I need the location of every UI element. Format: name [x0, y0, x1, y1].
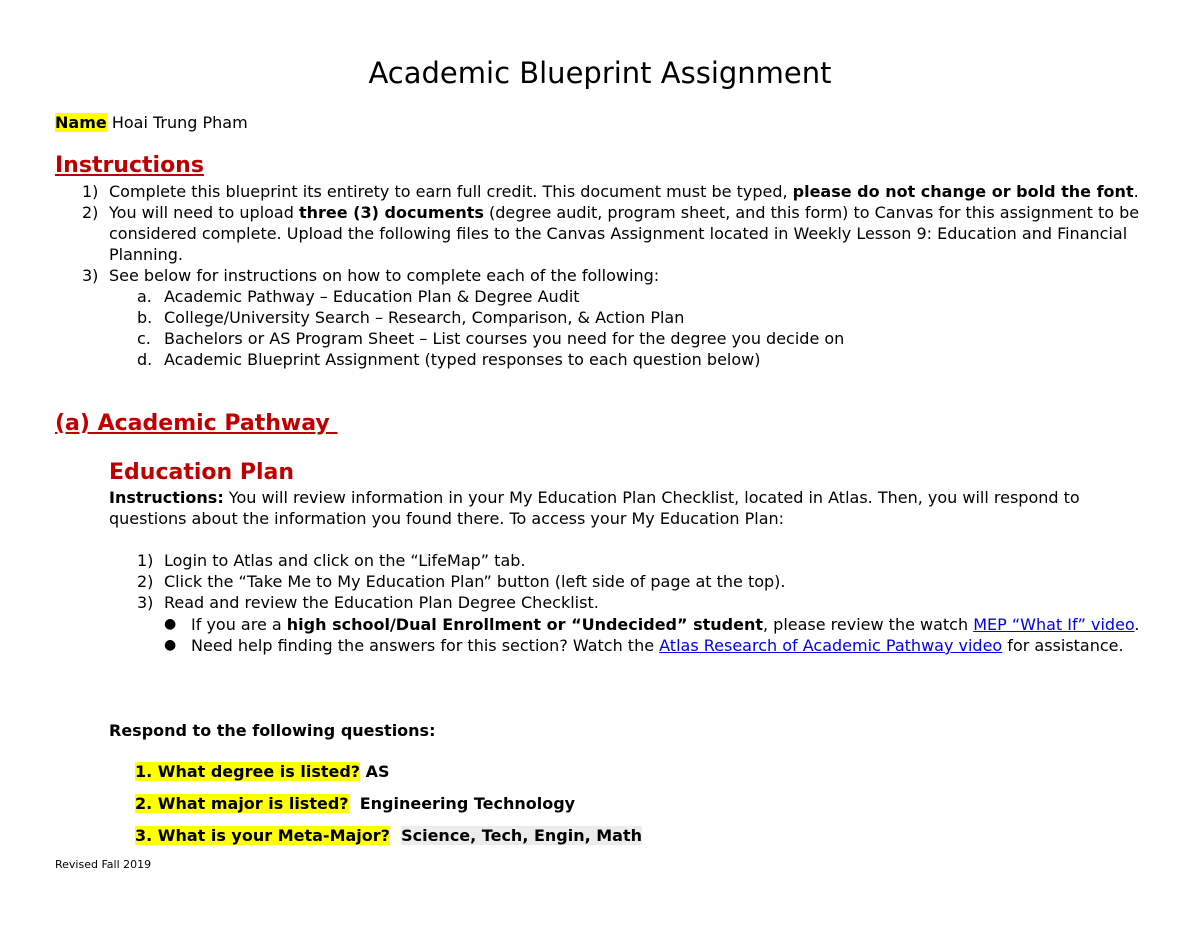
step-text: Click the “Take Me to My Education Plan” button (left side of page at the top).	[164, 572, 786, 591]
question-number: 3.	[135, 826, 153, 845]
bullet-text: for assistance.	[1002, 636, 1124, 655]
sub-letter: c.	[137, 329, 151, 348]
bullet-text: Need help finding the answers for this section? Watch the	[191, 636, 660, 655]
bullet-text: .	[1134, 615, 1140, 634]
question-text: What degree is listed?	[157, 762, 361, 781]
question-row	[135, 793, 575, 814]
question-number: 1.	[135, 762, 153, 781]
question-number: 2.	[135, 794, 153, 813]
item-text-end: (degree audit, program sheet, and this form) to Canvas for this assignment to be considered complete. Upload the following files to the Canvas Assignment located in Weekly Lesson 9: Education and Financial Planning.	[109, 203, 1140, 264]
item-text: You will need to upload	[109, 203, 299, 222]
sub-list-item	[109, 307, 1149, 328]
answer-text: Engineering Technology	[359, 794, 576, 813]
bullet-text: , please review the watch	[762, 615, 974, 634]
list-item	[82, 202, 1149, 265]
bullet-text: If you are a	[191, 615, 287, 634]
sub-letter: a.	[137, 287, 152, 306]
item-text: Complete this blueprint its entirety to earn full credit. This document must be typed,	[109, 182, 793, 201]
item-bold-text: please do not change or bold the font	[792, 182, 1134, 201]
answer-text: Science, Tech, Engin, Math	[401, 826, 643, 845]
steps-list	[137, 550, 1154, 656]
list-item	[137, 571, 1154, 592]
section-a-heading: (a) Academic Pathway	[55, 411, 338, 436]
mep-what-if-video-link[interactable]: MEP “What If” video	[973, 615, 1135, 634]
instructions-text: You will review information in your My Education Plan Checklist, located in Atlas. Then, you will respond to questions about the information you found there. To access your My Education Plan:	[109, 488, 1080, 528]
education-plan-heading: Education Plan	[109, 460, 294, 485]
list-item	[137, 550, 1154, 571]
bullet-bold-text: high school/Dual Enrollment or “Undecided” student	[286, 615, 763, 634]
sub-list-item	[109, 286, 1149, 307]
sub-text: Bachelors or AS Program Sheet – List courses you need for the degree you decide on	[164, 329, 845, 348]
respond-heading: Respond to the following questions:	[109, 721, 436, 740]
instructions-label: Instructions:	[109, 488, 224, 507]
question-row	[135, 761, 390, 782]
instructions-heading: Instructions	[55, 153, 204, 178]
step-number: 1)	[137, 551, 154, 570]
question-text: What is your Meta-Major?	[157, 826, 390, 845]
footer-revision: Revised Fall 2019	[55, 858, 152, 871]
sub-letter: b.	[137, 308, 153, 327]
bullet-icon: ●	[164, 616, 177, 632]
step-text: Login to Atlas and click on the “LifeMap” tab.	[164, 551, 526, 570]
bullet-icon: ●	[164, 637, 177, 653]
answer-text: AS	[365, 762, 390, 781]
sub-text: College/University Search – Research, Comparison, & Action Plan	[164, 308, 685, 327]
list-item	[137, 592, 1154, 656]
sub-list-item	[109, 328, 1149, 349]
education-plan-instructions	[109, 487, 1149, 529]
sub-list-item	[109, 349, 1149, 370]
sub-text: Academic Blueprint Assignment (typed responses to each question below)	[164, 350, 761, 369]
item-text-end: .	[1133, 182, 1139, 201]
step-number: 3)	[137, 593, 154, 612]
item-bold-text: three (3) documents	[298, 203, 484, 222]
question-row	[135, 825, 642, 846]
question-text: What major is listed?	[157, 794, 349, 813]
item-text: See below for instructions on how to complete each of the following:	[109, 266, 660, 285]
bullet-list	[164, 614, 1154, 656]
sub-text: Academic Pathway – Education Plan & Degree Audit	[164, 287, 580, 306]
name-line	[55, 113, 248, 133]
bullet-item	[164, 635, 1154, 656]
name-label: Name	[55, 113, 107, 132]
atlas-research-video-link[interactable]: Atlas Research of Academic Pathway video	[659, 636, 1003, 655]
sub-list	[109, 286, 1149, 370]
list-item	[82, 181, 1149, 202]
item-number: 1)	[82, 182, 99, 201]
list-item	[82, 265, 1149, 370]
step-text: Read and review the Education Plan Degree Checklist.	[164, 593, 599, 612]
step-number: 2)	[137, 572, 154, 591]
name-value: Hoai Trung Pham	[111, 113, 248, 132]
instructions-list	[82, 181, 1149, 370]
bullet-item	[164, 614, 1154, 635]
item-number: 2)	[82, 203, 99, 222]
sub-letter: d.	[137, 350, 153, 369]
page-title: Academic Blueprint Assignment	[368, 56, 832, 90]
item-number: 3)	[82, 266, 99, 285]
